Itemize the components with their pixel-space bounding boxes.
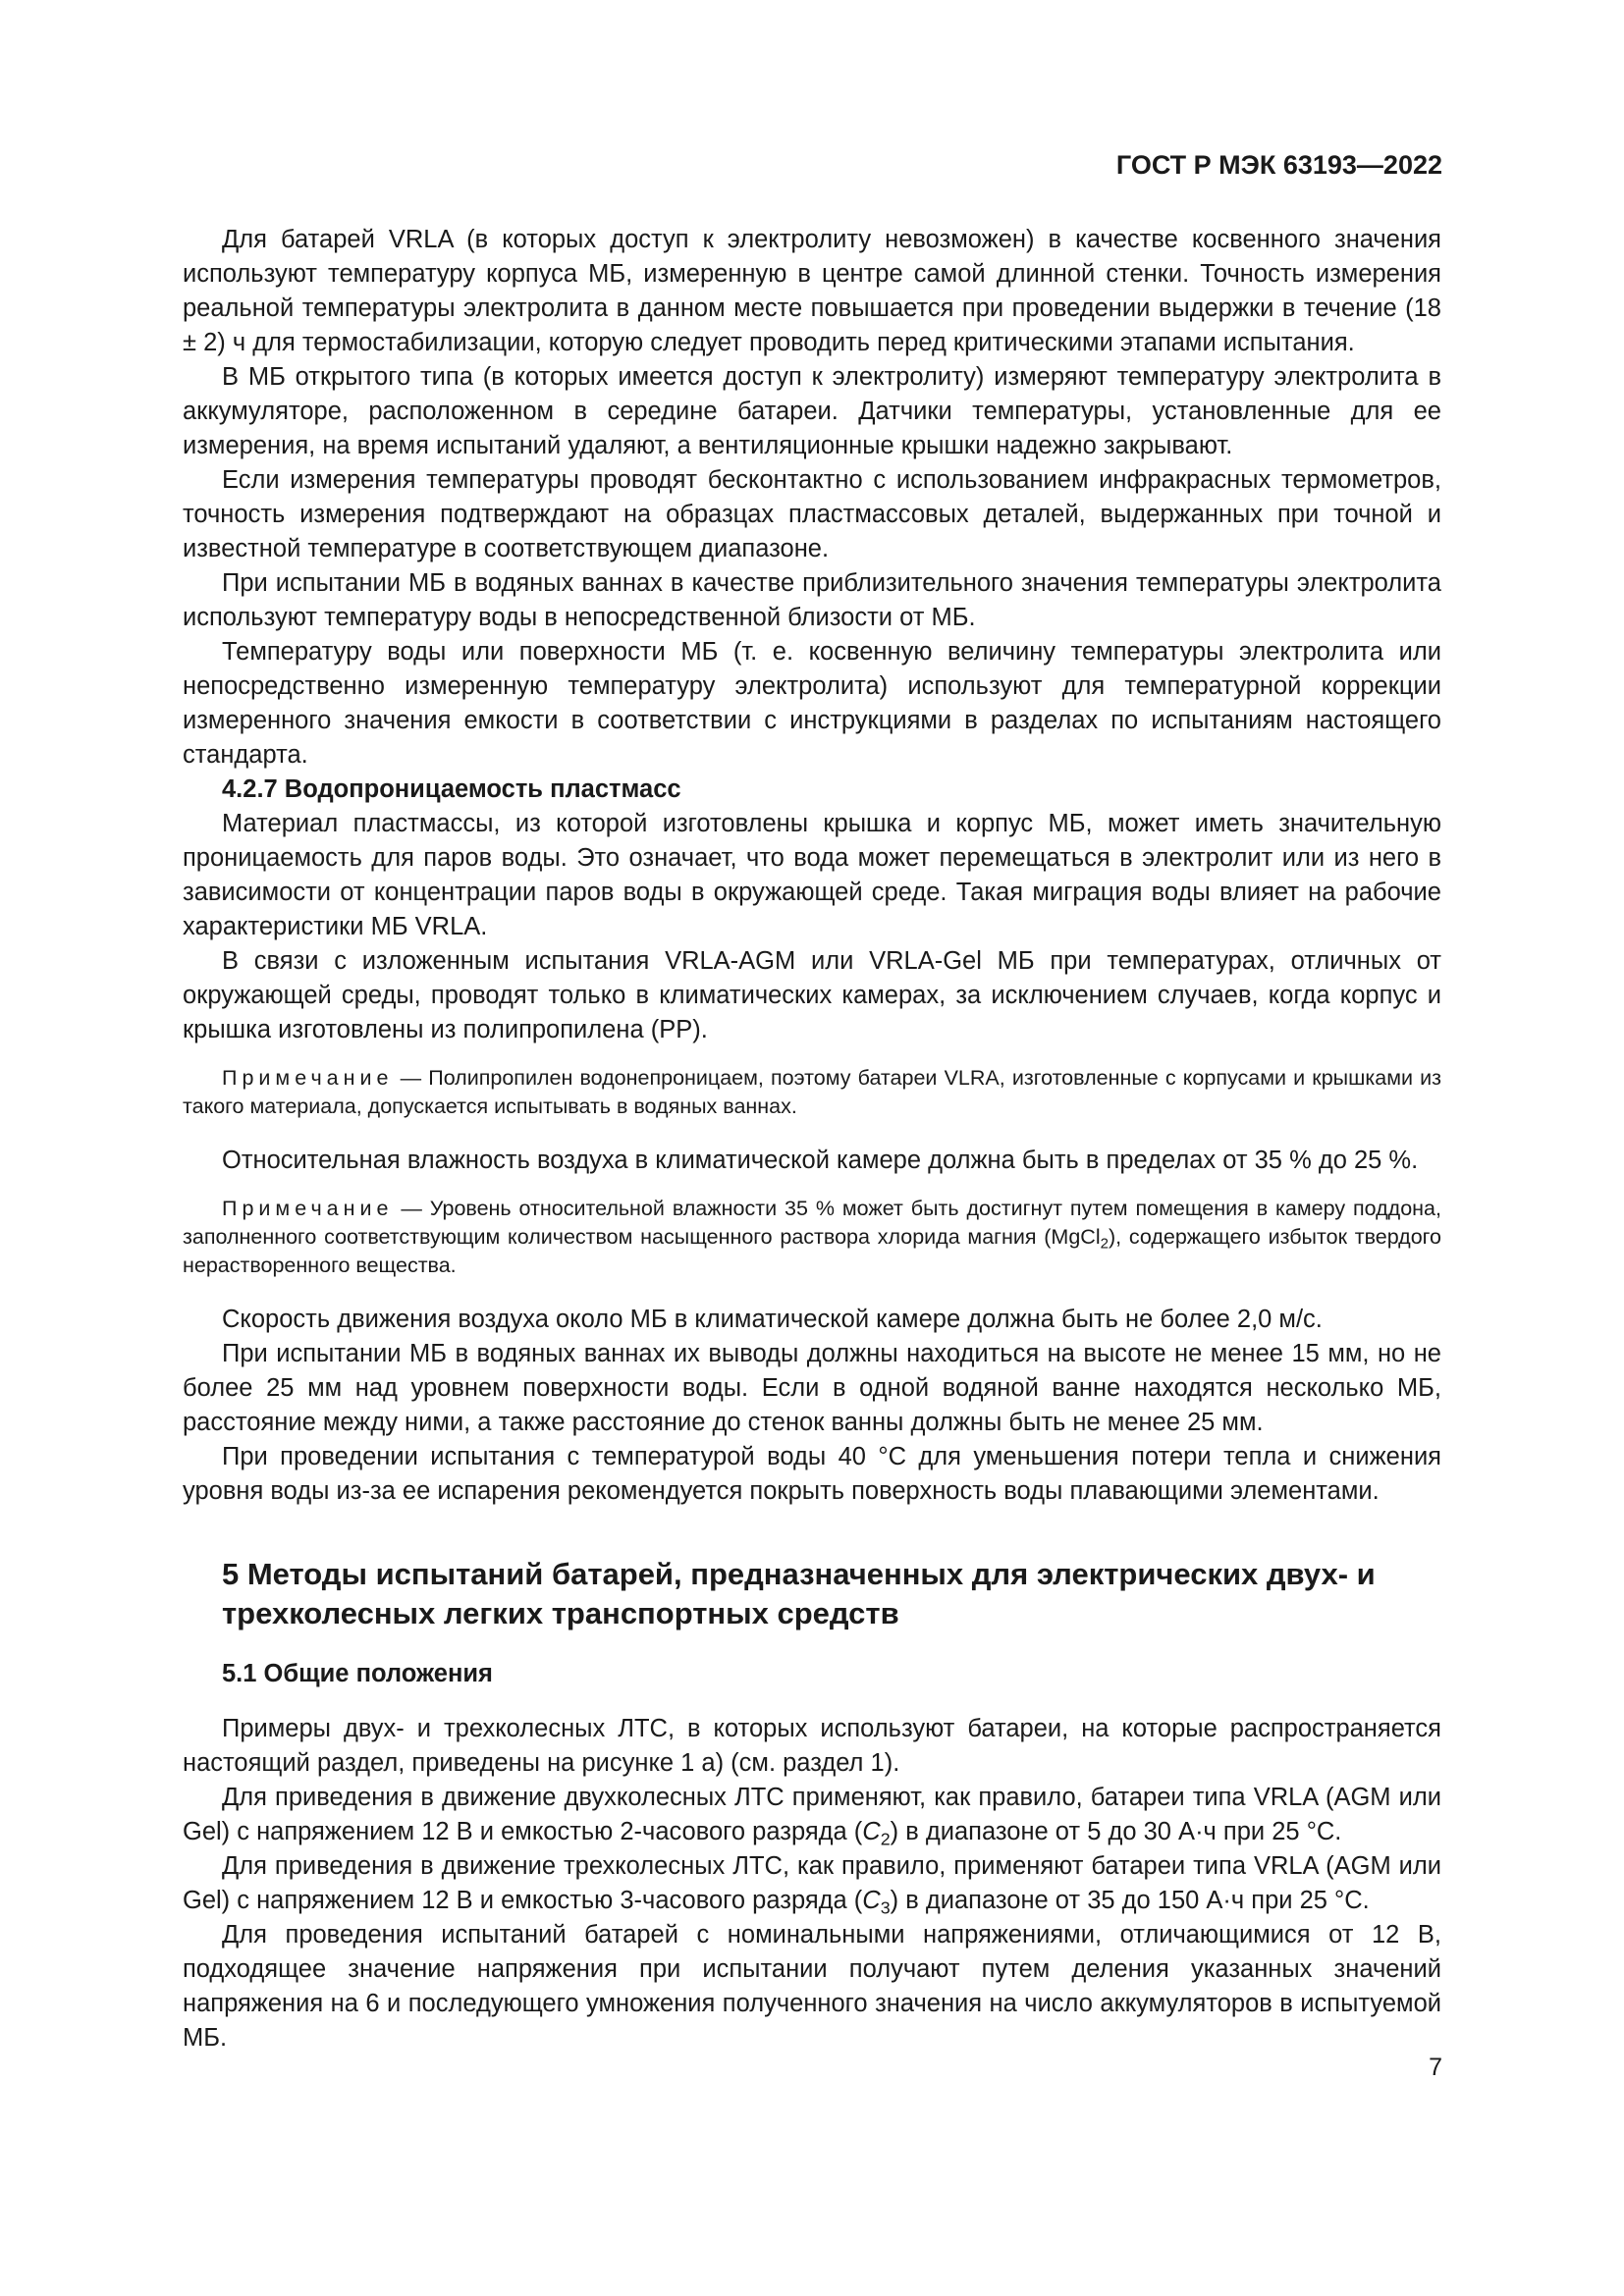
subscript: 2 <box>880 1829 891 1849</box>
subsection-heading-4-2-7: 4.2.7 Водопроницаемость пластмасс <box>222 775 681 803</box>
note-label: Примечание <box>222 1197 394 1220</box>
paragraph: Примеры двух- и трехколесных ЛТС, в которых используют батареи, на которые распространяется настоящий раздел, приведены на рисунке 1 а) (см. раздел 1). <box>183 1715 1441 1777</box>
paragraph: Для проведения испытаний батарей с номинальными напряжениями, отличающимися от 12 В, подходящее значение напряжения при испытании получают путем деления указанных значений напряжения на 6 и последующего умножения полученного значения на число аккумуляторов в испытуемой МБ. <box>183 1921 1441 2052</box>
subscript: 3 <box>880 1897 891 1918</box>
symbol: C <box>862 1818 881 1845</box>
paragraph: Температуру воды или поверхности МБ (т. е. косвенную величину температуры электролита или непосредственно измеренную температуру электролита) используют для температурной коррекции измеренного значения емкости в соответствии с инструкциями в разделах по испытаниям настоящего стандарта. <box>183 638 1441 769</box>
note-block <box>183 1064 1441 1121</box>
symbol: C <box>862 1887 881 1914</box>
paragraph <box>183 1849 1441 1918</box>
text-run: ) в диапазоне от 35 до 150 А·ч при 25 °С. <box>890 1887 1370 1914</box>
page-content <box>183 223 1441 2056</box>
paragraph: Скорость движения воздуха около МБ в климатической камере должна быть не более 2,0 м/с. <box>222 1306 1323 1333</box>
text-run: ) в диапазоне от 5 до 30 А·ч при 25 °С. <box>890 1818 1342 1845</box>
paragraph: В МБ открытого типа (в которых имеется доступ к электролиту) измеряют температуру электролита в аккумуляторе, расположенном в середине батареи. Датчики температуры, установленные для ее измерения, на время испытаний удаляют, а вентиляционные крышки надежно закрывают. <box>183 363 1441 459</box>
subsection-heading-5-1: 5.1 Общие положения <box>222 1660 493 1687</box>
note-block <box>183 1195 1441 1280</box>
subscript: 2 <box>1100 1235 1109 1253</box>
note-label: Примечание <box>222 1066 394 1090</box>
paragraph: Для батарей VRLA (в которых доступ к электролиту невозможен) в качестве косвенного значения используют температуру корпуса МБ, измеренную в центре самой длинной стенки. Точность измерения реальной температуры электролита в данном месте повышается при проведении выдержки в течение (18 ± 2) ч для термостабилизации, которую следует проводить перед критическими этапами испытания. <box>183 226 1441 356</box>
paragraph: В связи с изложенным испытания VRLA-AGM или VRLA-Gel МБ при температурах, отличных от окружающей среды, проводят только в климатических камерах, за исключением случаев, когда корпус и крышка изготовлены из полипропилена (PP). <box>183 947 1441 1043</box>
standard-designation: ГОСТ Р МЭК 63193—2022 <box>1115 150 1442 180</box>
page-number: 7 <box>1429 2054 1442 2081</box>
note-text: — Уровень относительной влажности 35 % может быть достигнут путем помещения в камеру поддона, заполненного соответствующим количеством насыщенного раствора хлорида магния (MgCl <box>183 1197 1441 1249</box>
section-heading-5: 5 Методы испытаний батарей, предназначенных для электрических двух- и трехколесных легких транспортных средств <box>222 1557 1376 1630</box>
text-run: Для приведения в движение трехколесных ЛТС, как правило, применяют батареи типа VRLA (AGM или Gel) с напряжением 12 В и емкостью 3-часового разряда ( <box>183 1852 1441 1914</box>
note-text: ), содержащего избыток твердого нерастворенного вещества. <box>183 1225 1442 1277</box>
text-run: Для приведения в движение двухколесных ЛТС применяют, как правило, батареи типа VRLA (AGM или Gel) с напряжением 12 В и емкостью 2-часового разряда ( <box>183 1784 1441 1845</box>
paragraph: При испытании МБ в водяных ваннах их выводы должны находиться на высоте не менее 15 мм, но не более 25 мм над уровнем поверхности воды. Если в одной водяной ванне находятся несколько МБ, расстояние между ними, а также расстояние до стенок ванны должны быть не менее 25 мм. <box>183 1340 1441 1436</box>
paragraph: Если измерения температуры проводят бесконтактно с использованием инфракрасных термометров, точность измерения подтверждают на образцах пластмассовых деталей, выдержанных при точной и известной температуре в соответствующем диапазоне. <box>183 466 1441 562</box>
paragraph: Относительная влажность воздуха в климатической камере должна быть в пределах от 35 % до 25 %. <box>222 1147 1419 1174</box>
note-text: — Полипропилен водонепроницаем, поэтому батареи VLRA, изготовленные с корпусами и крышками из такого материала, допускается испытывать в водяных ваннах. <box>183 1066 1441 1118</box>
paragraph: Материал пластмассы, из которой изготовлены крышка и корпус МБ, может иметь значительную проницаемость для паров воды. Это означает, что вода может перемещаться в электролит или из него в зависимости от концентрации паров воды в окружающей среде. Такая миграция воды влияет на рабочие характеристики МБ VRLA. <box>183 810 1441 940</box>
paragraph <box>183 1781 1441 1849</box>
paragraph: При проведении испытания с температурой воды 40 °С для уменьшения потери тепла и снижения уровня воды из-за ее испарения рекомендуется покрыть поверхность воды плавающими элементами. <box>183 1443 1441 1505</box>
paragraph: При испытании МБ в водяных ваннах в качестве приблизительного значения температуры электролита используют температуру воды в непосредственной близости от МБ. <box>183 569 1441 631</box>
